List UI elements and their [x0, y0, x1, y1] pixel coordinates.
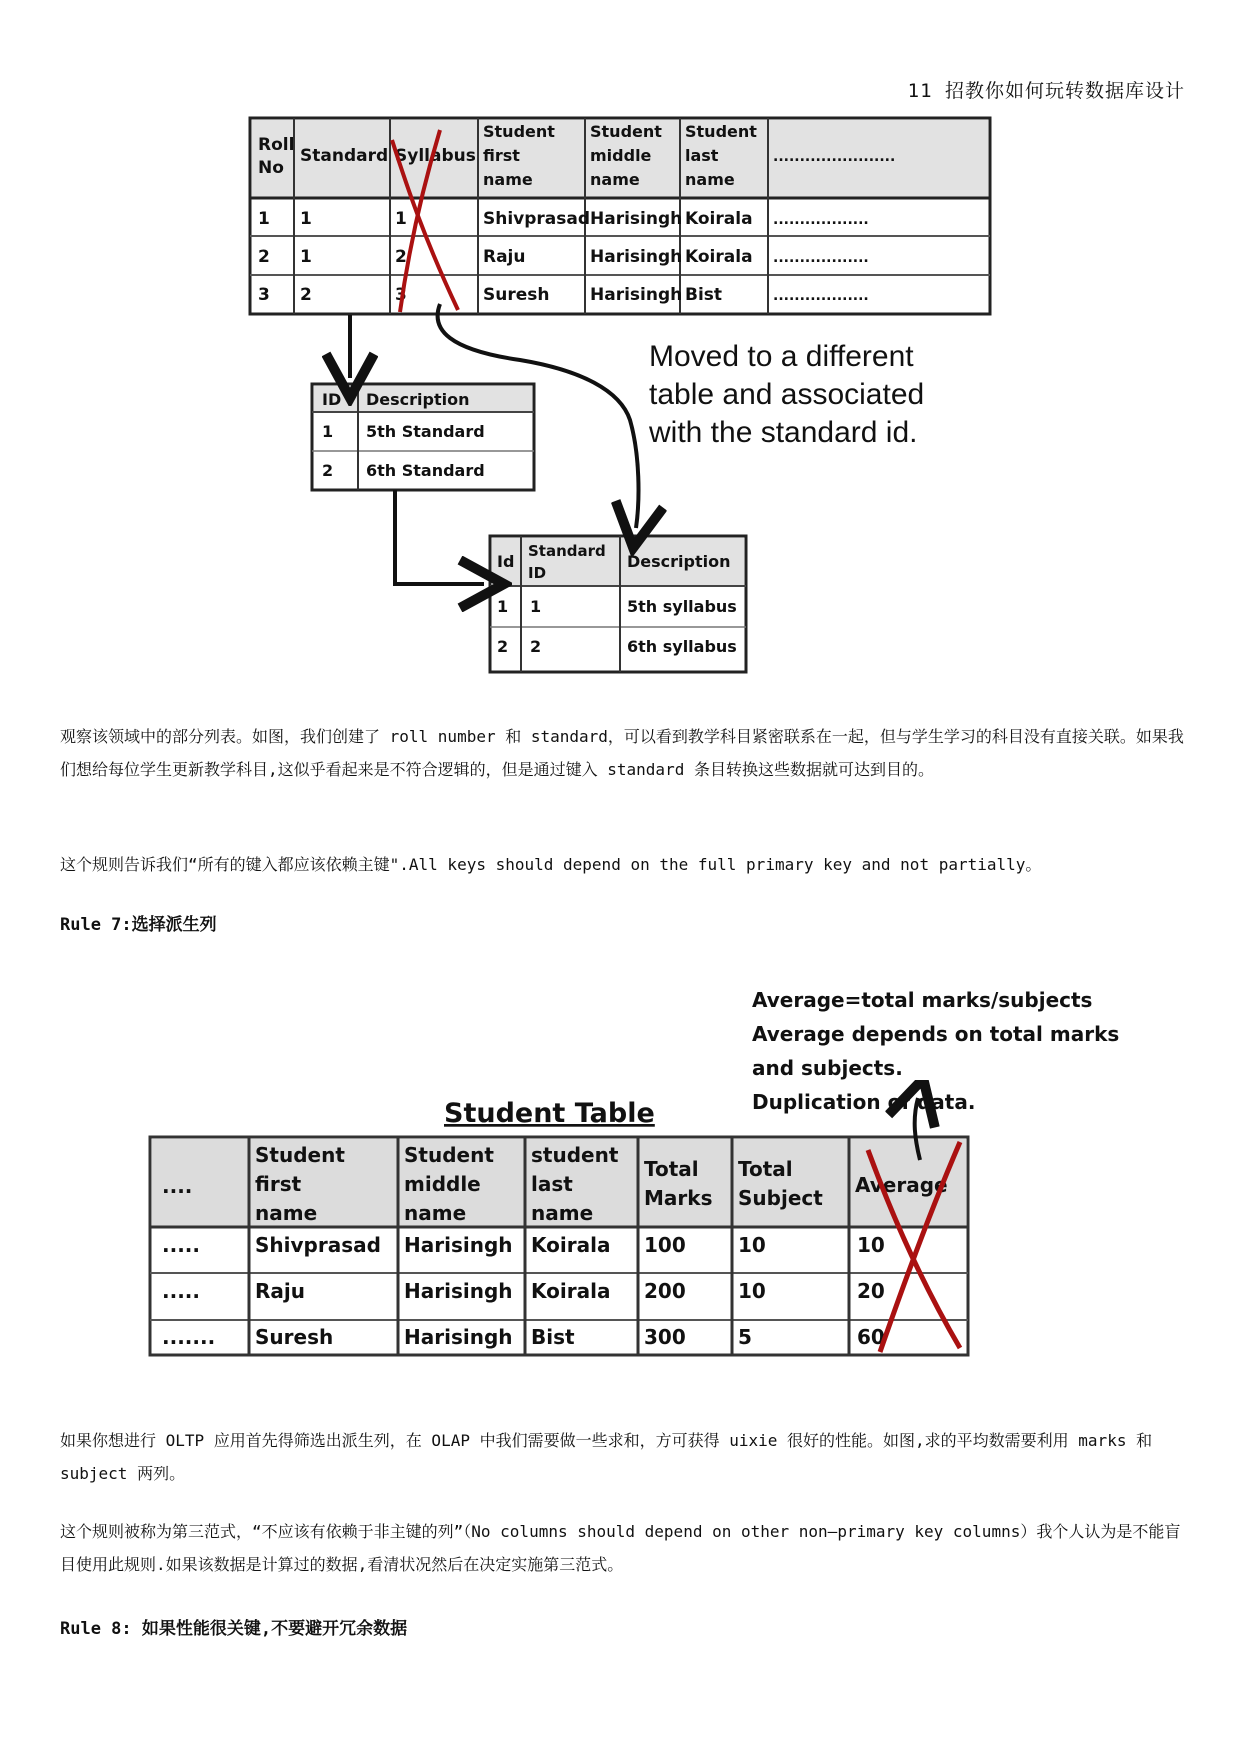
student-table-cell: Suresh: [255, 1325, 334, 1349]
main-table: [250, 118, 990, 314]
main-table-cell: 3: [258, 285, 270, 305]
main-header-roll: Roll No: [258, 135, 295, 178]
main-table-cell: 2: [395, 247, 407, 267]
main-table-cell: Harisingh: [590, 285, 683, 305]
main-header-standard: Standard: [300, 146, 389, 166]
paragraph-2: 这个规则告诉我们“所有的键入都应该依赖主键".All keys should depend on the full primary key and not partially。: [60, 855, 1042, 874]
student-header-last: student last name: [531, 1143, 619, 1225]
main-table-cell: Harisingh: [590, 247, 683, 267]
student-table-cell: Bist: [531, 1325, 575, 1349]
student-table-cell: Koirala: [531, 1279, 611, 1303]
rule-7-heading: Rule 7:选择派生列: [60, 915, 217, 935]
main-table-cell: 1: [300, 247, 312, 267]
note2-line: and subjects.: [752, 1056, 903, 1080]
standard-header-id: ID: [322, 390, 342, 409]
student-table-cell: 100: [644, 1233, 686, 1257]
main-table-cell: 1: [395, 209, 407, 229]
main-table-cell: 2: [258, 247, 270, 267]
main-table-cell: Shivprasad: [483, 209, 591, 229]
paragraph-1: 观察该领域中的部分列表。如图，我们创建了 roll number 和 standard，可以看到教学科目紧密联系在一起，但与学生学习的科目没有直接关联。如果我们想给每位学生更新教学科目,这似乎看起来是不符合逻辑的，但是通过键入 standard 条目转换这些数据就可达到目的。: [60, 727, 1184, 779]
syllabus-table-cell: 2: [530, 637, 542, 656]
figure-2-note: [752, 983, 1119, 1119]
syllabus-table-cell: 2: [497, 637, 509, 656]
syllabus-table-cell: 6th syllabus: [627, 637, 737, 656]
student-table-cell: 20: [857, 1279, 885, 1303]
main-header-last: Student last name: [685, 122, 757, 189]
student-table-cell: 10: [857, 1233, 885, 1257]
paragraph-4: 这个规则被称为第三范式，“不应该有依赖于非主键的列”（No columns should depend on other non—primary key columns）我个人认为是不能盲目使用此规则.如果该数据是计算过的数据,看清状况然后在决定实施第三范式。: [60, 1522, 1181, 1574]
student-table-title: Student Table: [444, 1098, 655, 1129]
main-table-cell: Koirala: [685, 209, 753, 229]
student-table-cell: .....: [162, 1279, 200, 1303]
student-header-dots: ....: [162, 1174, 193, 1198]
student-table-cell: 60: [857, 1325, 885, 1349]
syllabus-header-std: Standard ID: [528, 542, 606, 582]
document-header: 11 招教你如何玩转数据库设计: [907, 80, 1185, 102]
main-header-more: .......................: [773, 149, 896, 165]
note2-line: Average=total marks/subjects: [752, 988, 1093, 1012]
student-table-cell: 300: [644, 1325, 686, 1349]
standard-table-cell: 5th Standard: [366, 422, 485, 441]
figure-2-diagram: [0, 1080, 1241, 1380]
main-table-cell: ..................: [773, 212, 869, 228]
main-table-cell: Suresh: [483, 285, 550, 305]
paragraph-3: 如果你想进行 OLTP 应用首先得筛选出派生列，在 OLAP 中我们需要做一些求和，方可获得 uixie 很好的性能。如图,求的平均数需要利用 marks 和 subject 两列。: [60, 1431, 1153, 1483]
student-table-cell: Raju: [255, 1279, 305, 1303]
main-table-cell: 1: [300, 209, 312, 229]
standard-header-desc: Description: [366, 390, 470, 409]
standard-table-cell: 2: [322, 461, 334, 480]
student-table-cell: Harisingh: [404, 1325, 513, 1349]
syllabus-table-cell: 1: [497, 597, 509, 616]
standard-table: [312, 384, 534, 490]
figure-1-note: [649, 338, 924, 452]
student-header-total-subject: Total Subject: [738, 1157, 823, 1210]
student-table-cell: Harisingh: [404, 1279, 513, 1303]
student-table-cell: 200: [644, 1279, 686, 1303]
syllabus-header-id: Id: [497, 552, 515, 571]
main-table-cell: Koirala: [685, 247, 753, 267]
student-header-middle: Student middle name: [404, 1143, 494, 1225]
main-table-cell: ..................: [773, 250, 869, 266]
main-table-cell: 3: [395, 285, 407, 305]
main-header-syllabus: Syllabus: [395, 146, 476, 166]
student-table-cell: 10: [738, 1279, 766, 1303]
main-table-cell: Bist: [685, 285, 723, 305]
student-table-cell: Koirala: [531, 1233, 611, 1257]
note1-line: with the standard id.: [649, 416, 918, 449]
student-table-cell: 5: [738, 1325, 752, 1349]
student-table-cell: .....: [162, 1233, 200, 1257]
syllabus-table: [490, 536, 746, 672]
main-table-cell: Raju: [483, 247, 526, 267]
syllabus-table-cell: 1: [530, 597, 542, 616]
syllabus-table-cell: 5th syllabus: [627, 597, 737, 616]
student-header-average: Average: [855, 1173, 948, 1197]
main-header-middle: Student middle name: [590, 122, 662, 189]
standard-table-cell: 6th Standard: [366, 461, 485, 480]
main-header-first: Student first name: [483, 122, 555, 189]
note1-line: table and associated: [649, 378, 925, 411]
student-table-cell: 10: [738, 1233, 766, 1257]
main-table-cell: 1: [258, 209, 270, 229]
main-table-cell: Harisingh: [590, 209, 683, 229]
note2-line: Duplication of data.: [752, 1090, 976, 1114]
note2-line: Average depends on total marks: [752, 1022, 1120, 1046]
student-table-cell: Shivprasad: [255, 1233, 381, 1257]
syllabus-header-desc: Description: [627, 552, 731, 571]
student-header-total-marks: Total Marks: [644, 1157, 713, 1210]
standard-table-cell: 1: [322, 422, 334, 441]
rule-8-heading: Rule 8: 如果性能很关键,不要避开冗余数据: [60, 1619, 408, 1639]
student-table: [150, 1137, 968, 1355]
student-table-cell: Harisingh: [404, 1233, 513, 1257]
main-table-cell: ..................: [773, 288, 869, 304]
main-table-cell: 2: [300, 285, 312, 305]
note1-line: Moved to a different: [649, 340, 914, 373]
figure-1-diagram: [0, 0, 1241, 700]
student-header-first: Student first name: [255, 1143, 345, 1225]
student-table-cell: .......: [162, 1325, 216, 1349]
